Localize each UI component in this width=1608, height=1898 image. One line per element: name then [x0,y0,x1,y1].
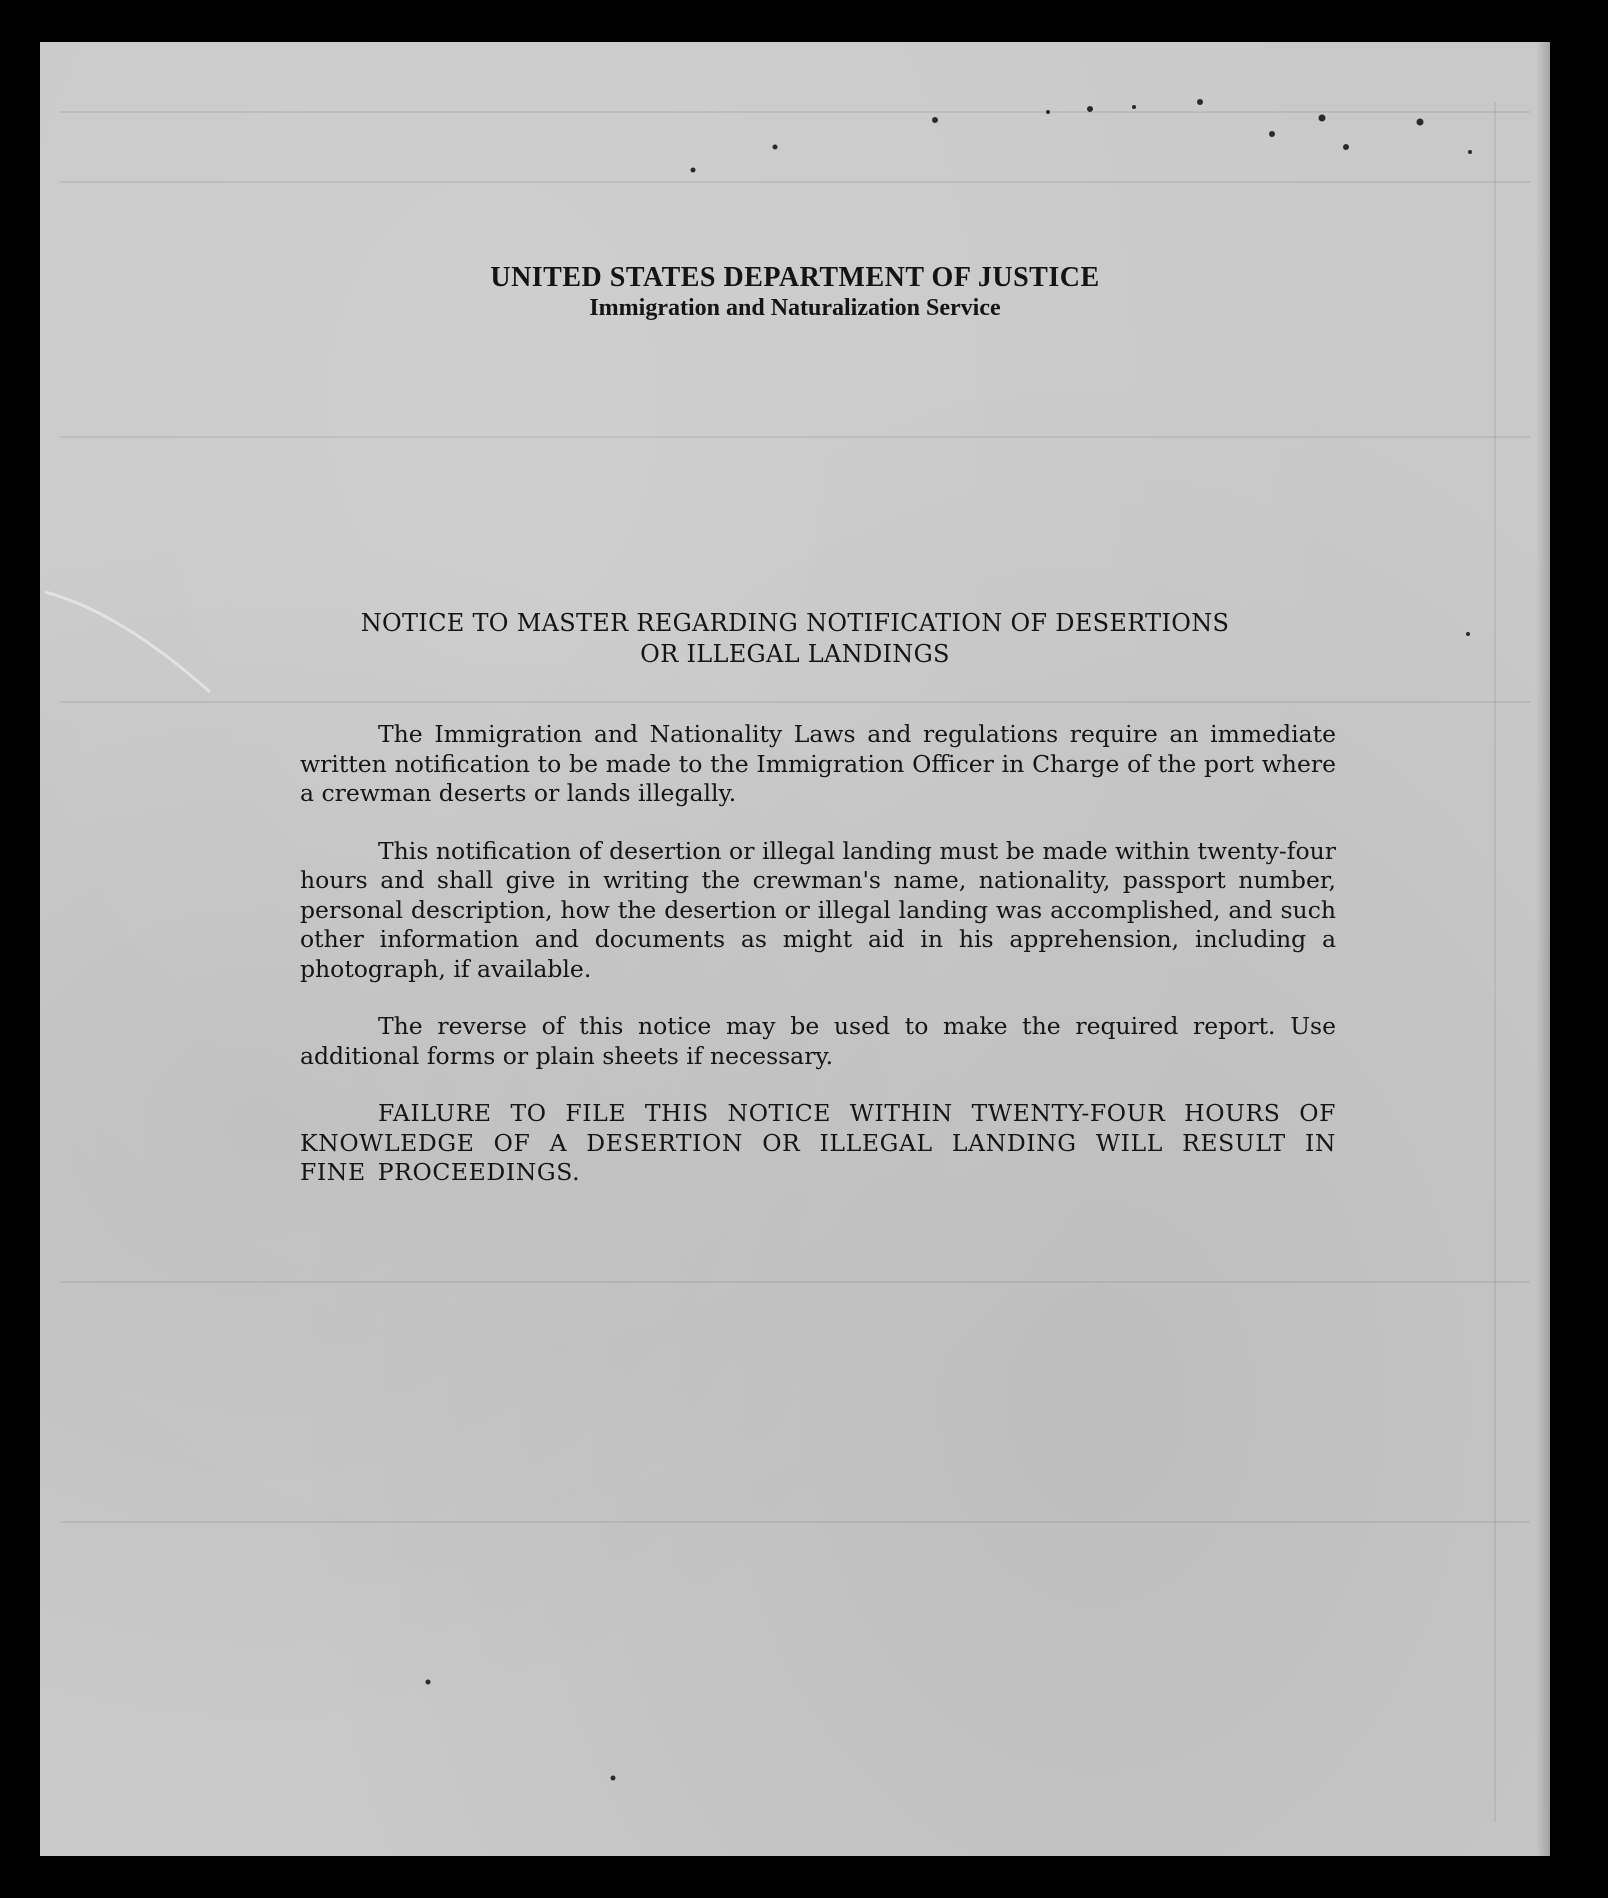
notice-title [40,608,1550,670]
notice-title-line-1: NOTICE TO MASTER REGARDING NOTIFICATION OF DESERTIONS [360,609,1230,637]
document-page [40,42,1550,1856]
notice-title-line-2: OR ILLEGAL LANDINGS [640,640,950,668]
agency-subtitle: Immigration and Naturalization Service [589,295,1001,321]
paragraph-warning: FAILURE TO FILE THIS NOTICE WITHIN TWENTY-FOUR HOURS OF KNOWLEDGE OF A DESERTION OR ILLEGAL LANDING WILL RESULT IN FINE PROCEEDINGS. [300,1099,1336,1186]
paragraph-timing: This notification of desertion or illegal landing must be made within twenty-four hours and shall give in writing the crewman's name, nationality, passport number, personal description, how the desertion or illegal landing was accomplished, and such other information and documents as might aid in his apprehension, including a photograph, if available. [300,836,1336,983]
paragraph-reverse: The reverse of this notice may be used to make the required report. Use additional forms or plain sheets if necessary. [300,1012,1336,1070]
agency-header [40,262,1550,322]
paragraph-requirement: The Immigration and Nationality Laws and regulations require an immediate written notification to be made to the Immigration Officer in Charge of the port where a crewman deserts or lands illegally. [300,720,1336,807]
agency-title: UNITED STATES DEPARTMENT OF JUSTICE [490,262,1100,293]
notice-body [300,720,1336,1216]
